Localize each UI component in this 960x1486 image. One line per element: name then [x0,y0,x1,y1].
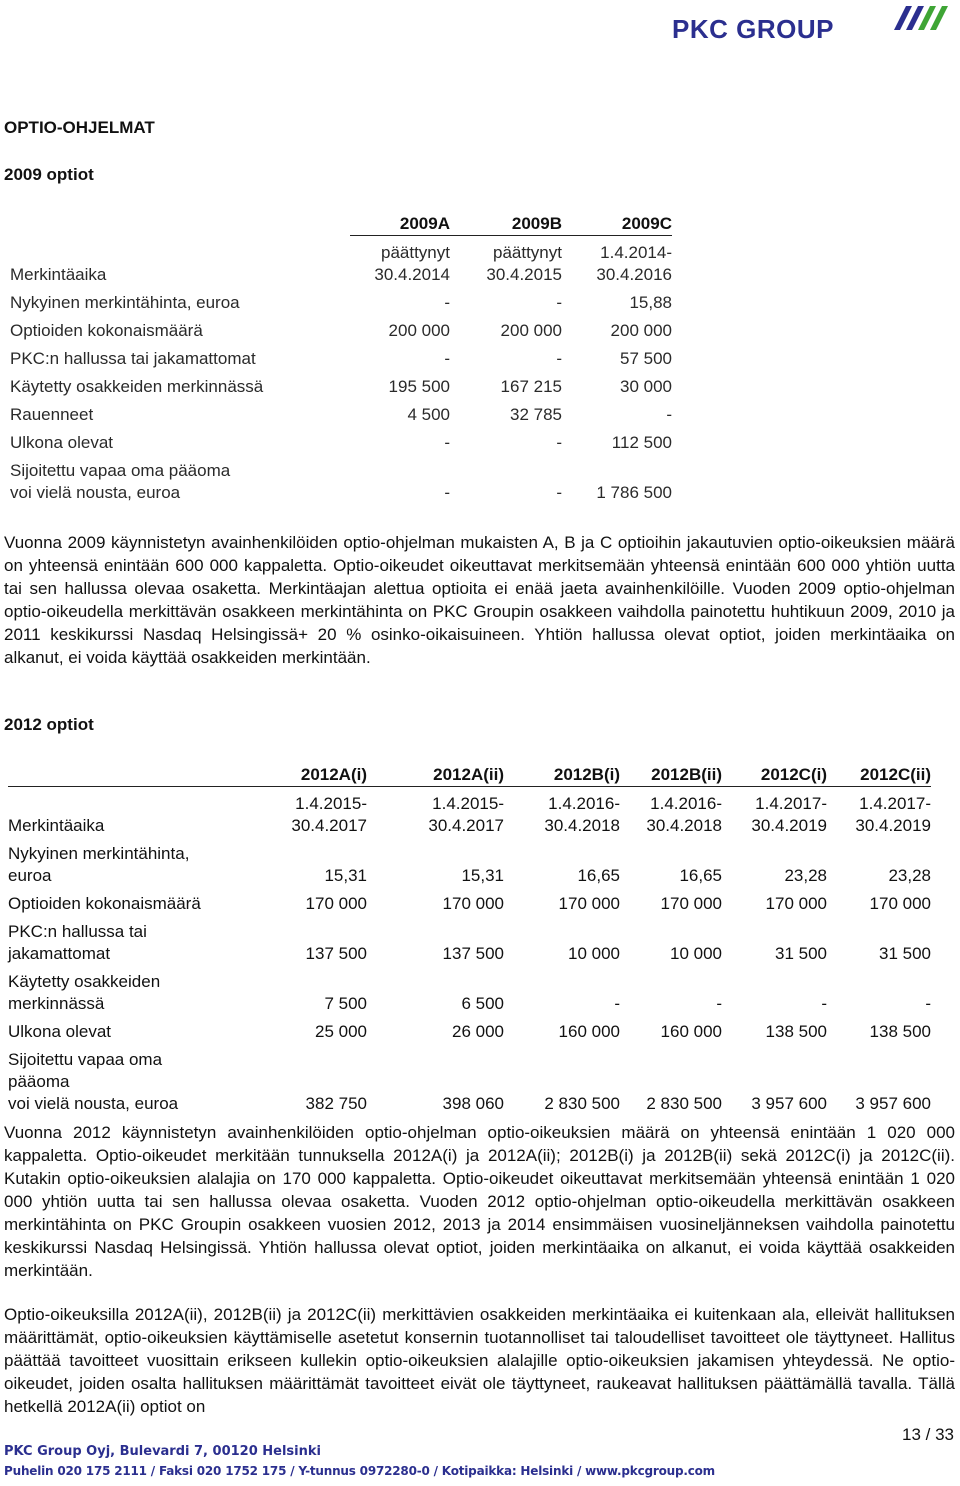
row-value: - [444,433,450,452]
table-row [8,1015,931,1043]
table-row [8,887,931,915]
row-value: 200 000 [388,321,450,340]
row-value: 2 830 500 [544,1094,620,1113]
options-2012-table [8,764,931,1115]
row-value: 200 000 [500,321,562,340]
table-row [8,837,931,887]
row-value: päättynyt 30.4.2015 [486,243,562,284]
row-value: 10 000 [568,944,620,963]
page-number: 13 / 33 [902,1425,954,1444]
footer-contact: Puhelin 020 175 2111 / Faksi 020 1752 175 / Y-tunnus 0972280-0 / Kotipaikka: Helsinki / www.pkcgroup.com [4,1464,715,1478]
row-value: 170 000 [305,894,367,913]
row-value: 200 000 [610,321,672,340]
header-spacer [8,213,350,236]
row-value: 31 500 [775,944,827,963]
row-value: 26 000 [452,1022,504,1041]
row-label: Merkintäaika [8,816,105,835]
row-value: 1.4.2017- 30.4.2019 [855,794,931,835]
row-value: 15,31 [461,866,504,885]
header-spacer [8,764,254,787]
row-value: 112 500 [611,433,672,452]
row-value: 1.4.2014- 30.4.2016 [596,243,672,284]
row-value: - [556,433,562,452]
row-value: 16,65 [679,866,722,885]
heading-2012-options: 2012 optiot [4,715,94,734]
row-value: 30 000 [620,377,672,396]
paragraph-2012-b: Optio-oikeuksilla 2012A(ii), 2012B(ii) ja 2012C(ii) merkittävien osakkeiden merkintäaika ei kuitenkaan ala, elleivät hallituksen määrittämät, optio-oikeuksien käyttämiselle asetetut konsernin tuotannolliset tai taloudelliset tavoitteet ole täyttyneet. Hallitus päättää tavoitteet vuosittain erikseen kullekin optio-oikeuksien alalajille optio-oikeuksien jakamisen yhteydessä. Ne optio-oikeudet, joiden osalta hallituksen määrittämät tavoitteet eivät ole täyttyneet, raukeavat hallituksen päättämällä tavalla. Tällä hetkellä 2012A(ii) optiot on [4,1305,955,1416]
table-row [8,426,672,454]
table-row [8,454,672,504]
heading-2009-options: 2009 optiot [4,165,94,184]
row-value: - [444,483,450,502]
table-row [8,236,672,287]
column-header: 2009A [350,213,450,236]
table-row [8,1043,931,1115]
row-value: 32 785 [510,405,562,424]
row-label: Ulkona olevat [10,433,114,452]
column-header: 2012C(i) [722,764,827,787]
row-value: 3 957 600 [751,1094,827,1113]
row-value: - [444,349,450,368]
row-value: 2 830 500 [646,1094,722,1113]
row-value: 57 500 [620,349,672,368]
row-value: - [716,994,722,1013]
table-row [8,965,931,1015]
row-value: 170 000 [442,894,504,913]
table-row [8,398,672,426]
table-row [8,787,931,838]
row-value: 1.4.2017- 30.4.2019 [751,794,827,835]
row-value: 4 500 [407,405,450,424]
row-value: 138 500 [765,1022,827,1041]
row-value: 167 215 [500,377,562,396]
table-row [8,314,672,342]
row-value: - [556,483,562,502]
table-header-row [8,764,931,787]
row-value: - [444,293,450,312]
row-label: Sijoitettu vapaa oma pääoma voi vielä nousta, euroa [8,1050,179,1113]
row-value: 25 000 [315,1022,367,1041]
row-label: Sijoitettu vapaa oma pääoma voi vielä nousta, euroa [10,461,231,502]
row-value: 1.4.2016- 30.4.2018 [646,794,722,835]
row-label: Nykyinen merkintähinta, euroa [8,844,190,885]
paragraph-2009: Vuonna 2009 käynnistetyn avainhenkilöiden optio-ohjelman mukaisten A, B ja C optioihin jakautuvien optio-oikeuksien määrä on yhteensä enintään 600 000 kappaletta. Optio-oikeudet oikeuttavat merkitsemään yhteensä enintään 600 000 yhtiön uutta tai sen hallussa olevaa osaketta. Merkintäajan alettua optioita ei enää jaeta avainhenkilöille. Vuoden 2009 optio-ohjelman optio-oikeudella merkittävän osakkeen merkintähinta on PKC Groupin osakkeen vaihdolla painotettu huhtikuun 2009, 2010 ja 2011 keskikurssi Nasdaq Helsingissä+ 20 % osinko-oikaisuineen. Yhtiön hallussa olevat optiot, joiden merkintäaika on alkanut, ei voida käyttää osakkeiden merkintään. [4,533,955,667]
row-value: 3 957 600 [855,1094,931,1113]
column-header: 2012A(ii) [367,764,504,787]
row-label: Optioiden kokonaismäärä [8,894,201,913]
options-2009-table [8,213,672,504]
column-header: 2012A(i) [254,764,367,787]
row-label: PKC:n hallussa tai jakamattomat [8,922,147,963]
row-value: - [556,349,562,368]
table-row [8,370,672,398]
row-value: 7 500 [324,994,367,1013]
row-label: Ulkona olevat [8,1022,112,1041]
row-value: 170 000 [869,894,931,913]
table-row [8,286,672,314]
row-label: Merkintäaika [10,265,107,284]
row-value: 160 000 [558,1022,620,1041]
column-header: 2009C [562,213,672,236]
row-value: 382 750 [305,1094,367,1113]
row-value: 398 060 [442,1094,504,1113]
row-value: - [614,994,620,1013]
row-value: - [556,293,562,312]
column-header: 2009B [450,213,562,236]
row-value: 15,88 [629,293,672,312]
row-value: - [925,994,931,1013]
row-value: 160 000 [660,1022,722,1041]
row-value: 170 000 [558,894,620,913]
row-label: Rauenneet [10,405,94,424]
column-header: 2012B(i) [504,764,620,787]
row-value: 16,65 [577,866,620,885]
row-value: 23,28 [888,866,931,885]
table-header-row [8,213,672,236]
row-value: 31 500 [879,944,931,963]
row-value: 15,31 [324,866,367,885]
logo-text: PKC GROUP [672,14,834,44]
section-title: OPTIO-OHJELMAT [4,118,155,137]
row-value: 1.4.2015- 30.4.2017 [291,794,367,835]
row-label: Optioiden kokonaismäärä [10,321,203,340]
logo-stripes-icon [890,4,952,32]
row-value: - [666,405,672,424]
row-value: 23,28 [784,866,827,885]
row-value: päättynyt 30.4.2014 [374,243,450,284]
row-value: 6 500 [461,994,504,1013]
row-value: 1.4.2016- 30.4.2018 [544,794,620,835]
table-row [8,342,672,370]
row-value: 10 000 [670,944,722,963]
row-label: Käytetty osakkeiden merkinnässä [8,972,161,1013]
row-value: 138 500 [869,1022,931,1041]
row-label: Nykyinen merkintähinta, euroa [10,293,240,312]
footer-address: PKC Group Oyj, Bulevardi 7, 00120 Helsinki [4,1444,321,1459]
row-value: - [821,994,827,1013]
row-value: 1.4.2015- 30.4.2017 [428,794,504,835]
column-header: 2012C(ii) [827,764,931,787]
row-value: 170 000 [660,894,722,913]
paragraph-2012-a: Vuonna 2012 käynnistetyn avainhenkilöiden optio-ohjelman optio-oikeuksien määrä on yhteensä enintään 1 020 000 kappaletta. Optio-oikeudet merkitään tunnuksella 2012A(i) ja 2012A(ii); 2012B(i) ja 2012B(ii) sekä 2012C(i) ja 2012C(ii). Kutakin optio-oikeuksien alalajia on 170 000 kappaletta. Optio-oikeudet oikeuttavat merkitsemään yhteensä enintään 1 020 000 yhtiön uutta tai sen hallussa olevaa osaketta. Vuoden 2012 optio-ohjelman optio-oikeudella merkittävän osakkeen merkintähinta on PKC Groupin osakkeen vuosien 2012, 2013 ja 2014 ensimmäisen vuosineljänneksen vaihdolla painotettu keskikurssi Nasdaq Helsingissä. Yhtiön hallussa olevat optiot, joiden merkintäaika on alkanut, ei voida käyttää osakkeiden merkintään. [4,1123,955,1280]
column-header: 2012B(ii) [620,764,722,787]
row-value: 170 000 [765,894,827,913]
table-row [8,915,931,965]
pkc-group-logo [672,0,952,52]
row-value: 137 500 [305,944,367,963]
row-value: 195 500 [388,377,450,396]
row-label: PKC:n hallussa tai jakamattomat [10,349,256,368]
row-label: Käytetty osakkeiden merkinnässä [10,377,264,396]
row-value: 137 500 [442,944,504,963]
row-value: 1 786 500 [596,483,672,502]
